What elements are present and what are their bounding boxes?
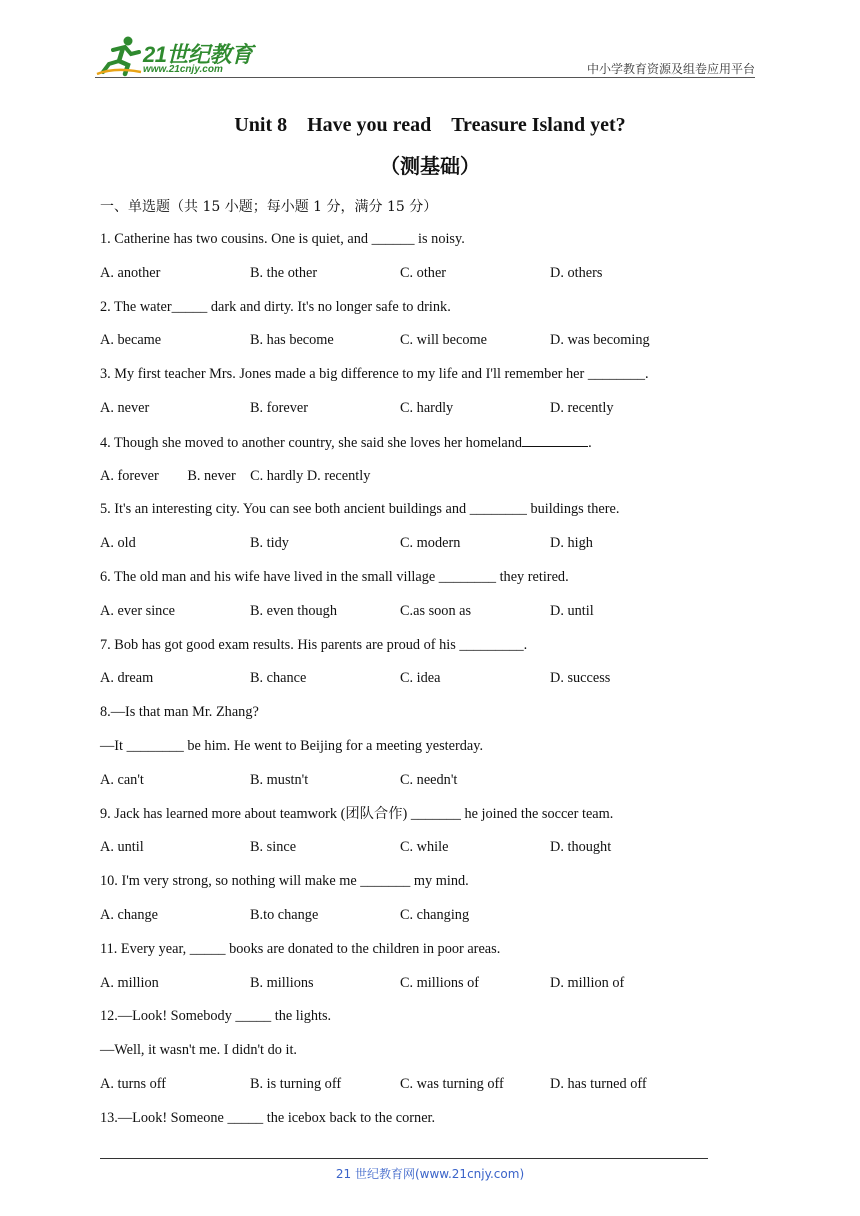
document-title: Unit 8 Have you read Treasure Island yet? [234, 114, 626, 136]
answer-options [100, 263, 740, 297]
answer-option: C.as soon as [400, 602, 472, 619]
answer-options: A. forever B. never C. hardly D. recently [100, 467, 371, 484]
answer-option: A. another [100, 264, 161, 281]
footer-link[interactable]: 21 世纪教育网(www.21cnjy.com) [335, 1167, 525, 1181]
answer-options [100, 770, 740, 804]
answer-options [100, 533, 740, 567]
answer-option: D. million of [550, 974, 625, 991]
answer-option: A. dream [100, 670, 154, 687]
answer-option: D. until [550, 602, 594, 619]
answer-option: A. can't [100, 771, 144, 788]
question-text-part: . [588, 434, 592, 451]
answer-option: C. other [400, 264, 447, 281]
answer-options [100, 601, 740, 635]
answer-options [100, 837, 740, 871]
answer-option: B.to change [250, 906, 319, 923]
runner-logo-icon [95, 34, 143, 78]
question-text [100, 432, 740, 466]
logo-text: 21世纪教育 [143, 42, 253, 67]
question-text: 5. It's an interesting city. You can see both ancient buildings and ________ buildings there. [100, 501, 620, 518]
question-text: 1. Catherine has two cousins. One is quiet, and ______ is noisy. [100, 231, 465, 247]
answer-option: D. success [550, 670, 611, 687]
question-text-part: 4. Though she moved to another country, she said she loves her homeland [100, 434, 523, 451]
header-tagline: 中小学教育资源及组卷应用平台 [586, 62, 755, 76]
answer-option: B. has become [250, 332, 334, 349]
answer-option: C. millions of [400, 974, 480, 991]
site-logo[interactable] [95, 34, 265, 78]
question-text: 10. I'm very strong, so nothing will make me _______ my mind. [100, 873, 469, 890]
answer-option: C. needn't [400, 771, 458, 788]
answer-options [100, 398, 740, 432]
answer-options [100, 330, 740, 364]
answer-option: B. even though [250, 602, 337, 619]
document-subtitle: （测基础） [380, 154, 480, 178]
logo-url: www.21cnjy.com [143, 64, 223, 75]
section-heading: 一、单选题（共 15 小题；每小题 1 分，满分 15 分） [100, 199, 438, 215]
answer-option: D. others [550, 264, 603, 281]
answer-option: C. was turning off [400, 1075, 504, 1092]
answer-options [100, 905, 740, 939]
answer-option: D. has turned off [550, 1075, 647, 1092]
answer-option: A. became [100, 332, 162, 349]
answer-blank [522, 432, 588, 447]
answer-option: D. was becoming [550, 332, 650, 349]
question-text: 11. Every year, _____ books are donated to the children in poor areas. [100, 940, 501, 957]
question-text: 9. Jack has learned more about teamwork (团队合作) _______ he joined the soccer team. [100, 805, 614, 822]
answer-options [100, 668, 740, 702]
answer-option: B. since [250, 839, 297, 856]
question-text: 12.—Look! Somebody _____ the lights. [100, 1008, 332, 1025]
question-text: 2. The water_____ dark and dirty. It's no longer safe to drink. [100, 298, 451, 315]
answer-option: C. will become [400, 332, 487, 349]
answer-option: B. is turning off [250, 1075, 342, 1092]
question-text: 3. My first teacher Mrs. Jones made a big difference to my life and I'll remember her ________. [100, 366, 649, 383]
answer-option: D. recently [550, 399, 614, 416]
answer-option: D. thought [550, 839, 612, 856]
page-header [95, 34, 755, 78]
answer-option: B. forever [250, 399, 308, 416]
answer-option: B. tidy [250, 535, 289, 552]
question-text: 7. Bob has got good exam results. His parents are proud of his _________. [100, 636, 528, 653]
answer-option: A. old [100, 535, 136, 552]
answer-option: C. hardly [400, 399, 454, 416]
question-text: 8.—Is that man Mr. Zhang? [100, 704, 259, 721]
question-text: —It ________ be him. He went to Beijing for a meeting yesterday. [100, 737, 484, 754]
answer-option: A. change [100, 906, 158, 923]
header-divider [95, 77, 755, 78]
answer-options [100, 1074, 740, 1108]
answer-option: A. never [100, 399, 150, 416]
answer-option: B. chance [250, 670, 307, 687]
answer-option: C. idea [400, 670, 441, 687]
question-text: 6. The old man and his wife have lived in the small village ________ they retired. [100, 568, 569, 585]
answer-option: A. turns off [100, 1075, 167, 1092]
answer-option: D. high [550, 535, 593, 552]
answer-option: A. ever since [100, 602, 176, 619]
answer-option: A. million [100, 974, 159, 991]
answer-option: B. the other [250, 264, 318, 281]
answer-option: C. while [400, 839, 449, 856]
question-list [100, 229, 740, 1142]
footer-divider [100, 1158, 708, 1159]
question-text: —Well, it wasn't me. I didn't do it. [100, 1042, 297, 1059]
answer-option: C. changing [400, 906, 470, 923]
answer-options [100, 973, 740, 1007]
question-text: 13.—Look! Someone _____ the icebox back to the corner. [100, 1109, 436, 1126]
answer-option: A. until [100, 839, 144, 856]
answer-option: B. millions [250, 974, 314, 991]
answer-option: B. mustn't [250, 771, 309, 788]
answer-option: C. modern [400, 535, 461, 552]
